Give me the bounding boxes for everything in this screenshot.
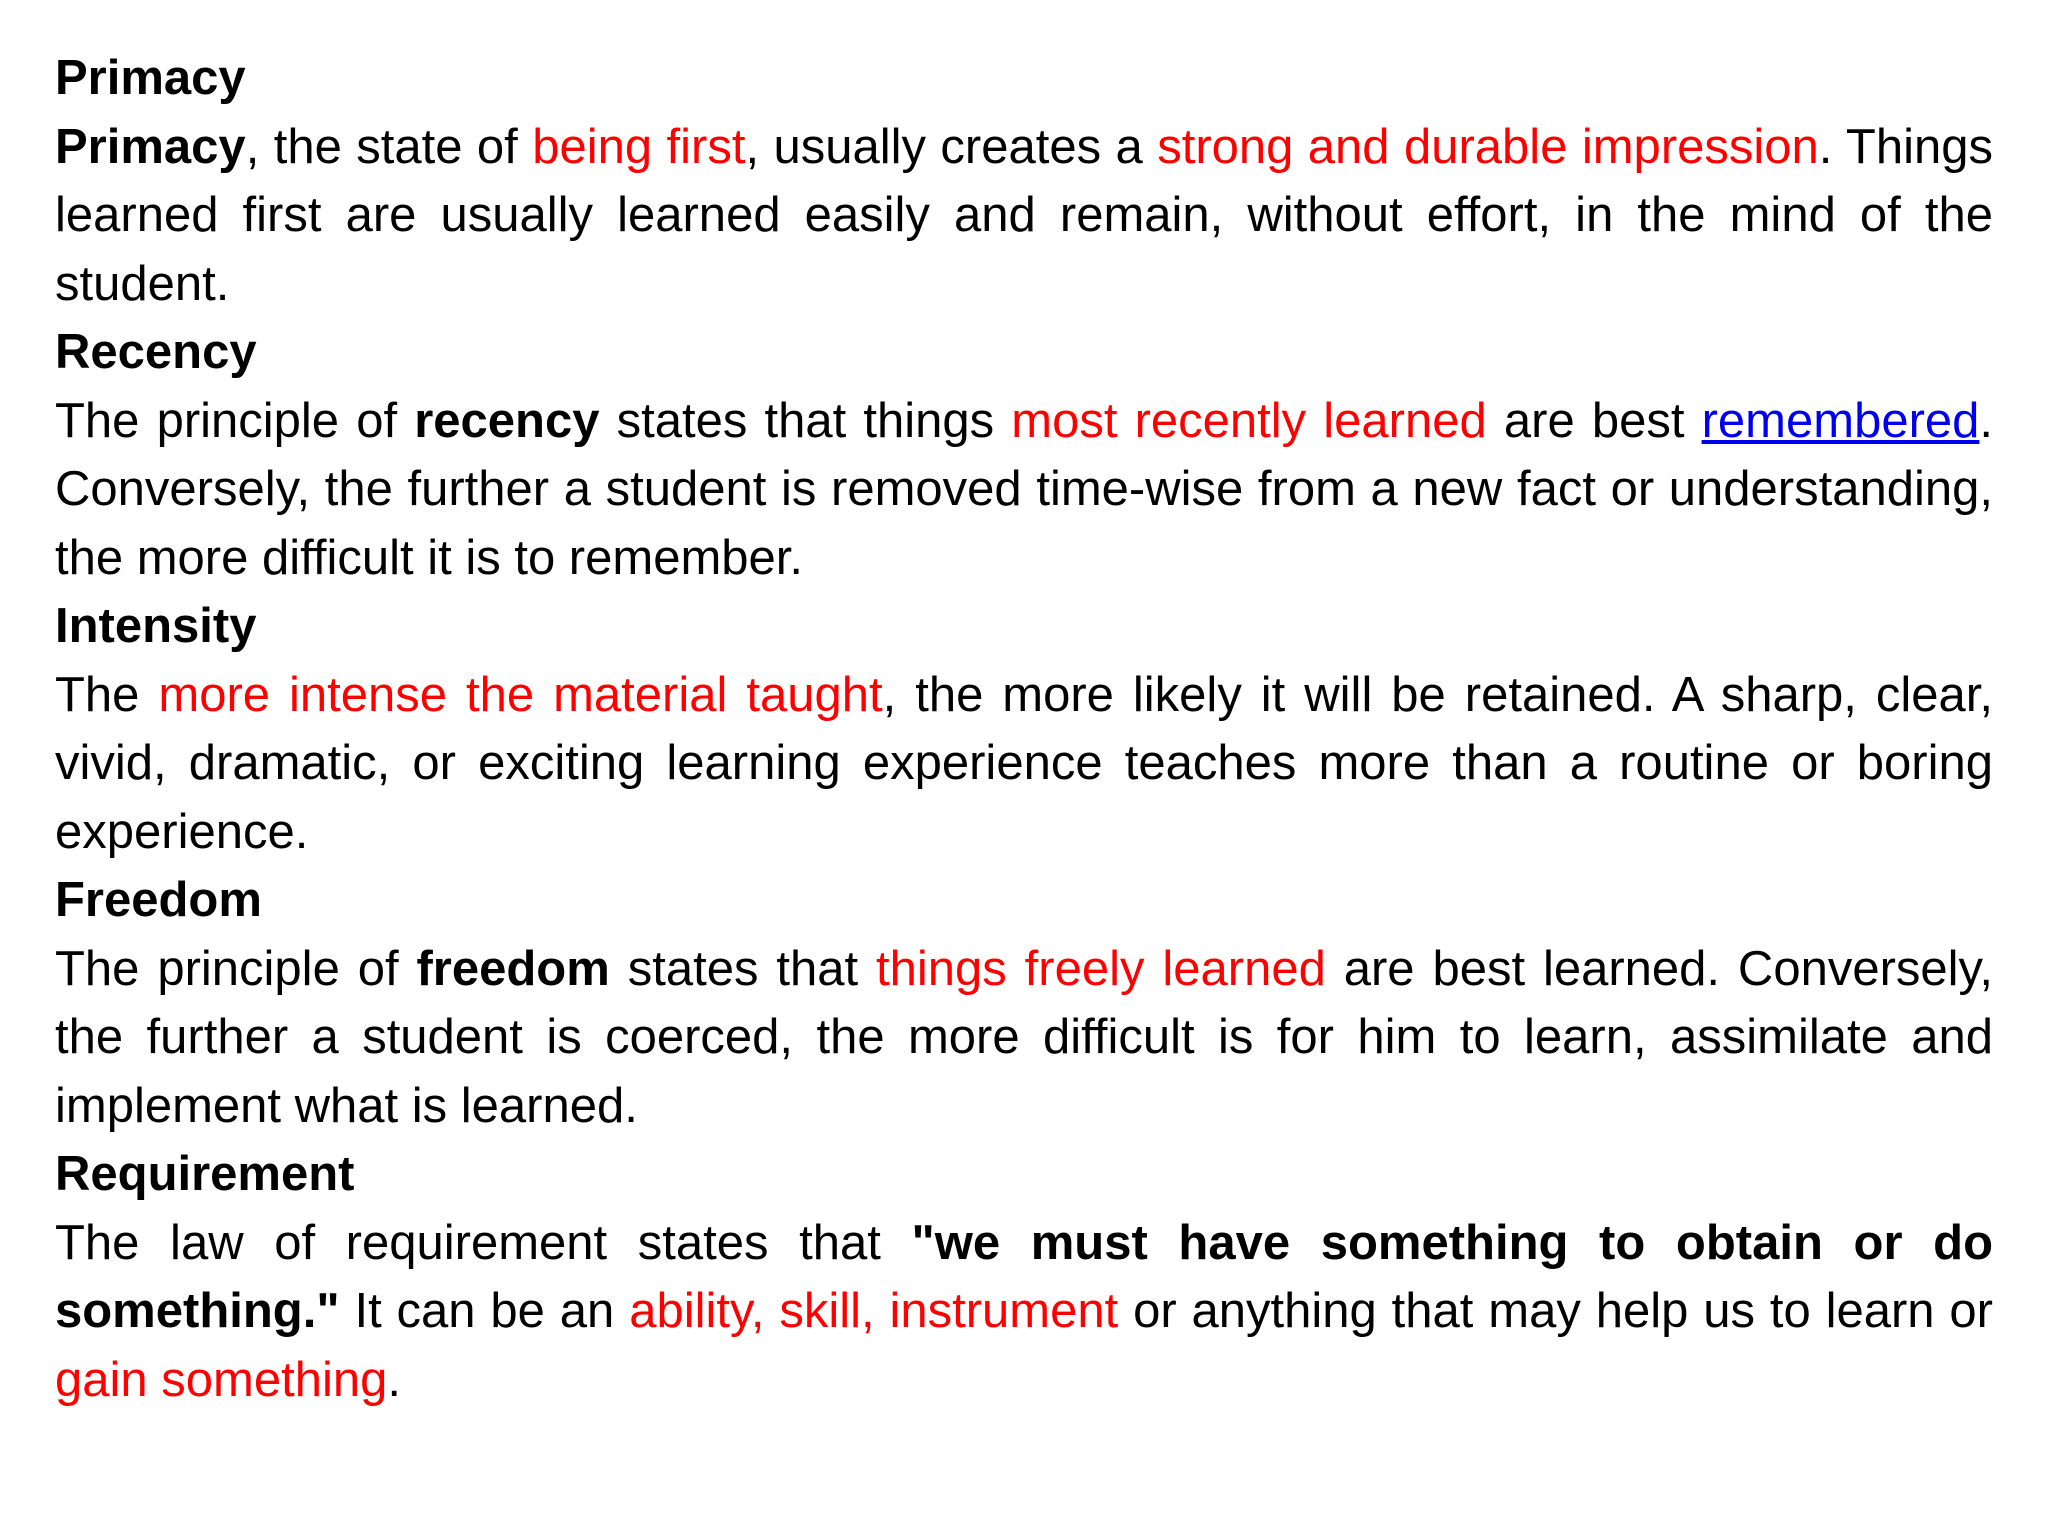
heading-freedom: Freedom [55,873,262,927]
highlight-gain-something: gain something [55,1352,388,1407]
text-segment: or anything that may help us to learn or [1118,1284,1993,1338]
text-segment: are best learned. Conversely, the further a student is coerced, the more difficult is for him to learn, assimilate and implement what is learned. [55,941,1994,1133]
highlight-things-freely-learned: things freely learned [875,941,1326,996]
heading-intensity: Intensity [55,599,257,653]
remembered-link[interactable]: remembered [1701,393,1980,448]
highlight-most-recently-learned: most recently learned [1011,393,1487,448]
text-segment: states that [609,941,876,996]
highlight-strong-impression: strong and durable impression [1157,119,1819,174]
text-segment: , the state of [245,119,533,174]
highlight-more-intense: more intense the material taught [158,667,883,722]
text-segment: are best [1486,393,1702,448]
paragraph-recency [55,387,1993,593]
heading-primacy: Primacy [55,51,246,105]
heading-requirement: Requirement [55,1147,355,1201]
paragraph-requirement [55,1209,1993,1415]
text-segment: . [387,1352,401,1407]
text-segment: states that things [599,393,1012,448]
highlight-being-first: being first [532,119,746,174]
text-segment: , the more likely it will be retained. A sharp, clear, vivid, dramatic, or exciting learning experience teaches more than a routine or boring experience. [55,667,1993,859]
text-segment: , usually creates a [745,119,1158,174]
paragraph-primacy [55,113,1993,319]
text-segment: The law of requirement states that [55,1215,912,1270]
text-segment: The principle of [55,393,415,448]
heading-recency: Recency [55,325,257,379]
text-segment: . Conversely, the further a student is removed time-wise from a new fact or understanding, the more difficult it is to remember. [55,393,1994,585]
slide-content [55,44,1993,1414]
text-segment: The [55,667,159,722]
text-segment: It can be an [339,1284,630,1338]
paragraph-freedom [55,935,1993,1141]
highlight-ability-skill-instrument: ability, skill, instrument [629,1284,1119,1338]
term-recency: recency [414,393,600,448]
paragraph-intensity [55,661,1993,867]
term-primacy: Primacy [55,119,246,174]
term-freedom: freedom [416,941,610,996]
quote-requirement: "we must have something to obtain or do something." [55,1215,1993,1338]
text-segment: The principle of [55,941,417,996]
text-segment: . Things learned first are usually learned easily and remain, without effort, in the mind of the student. [55,119,1993,311]
